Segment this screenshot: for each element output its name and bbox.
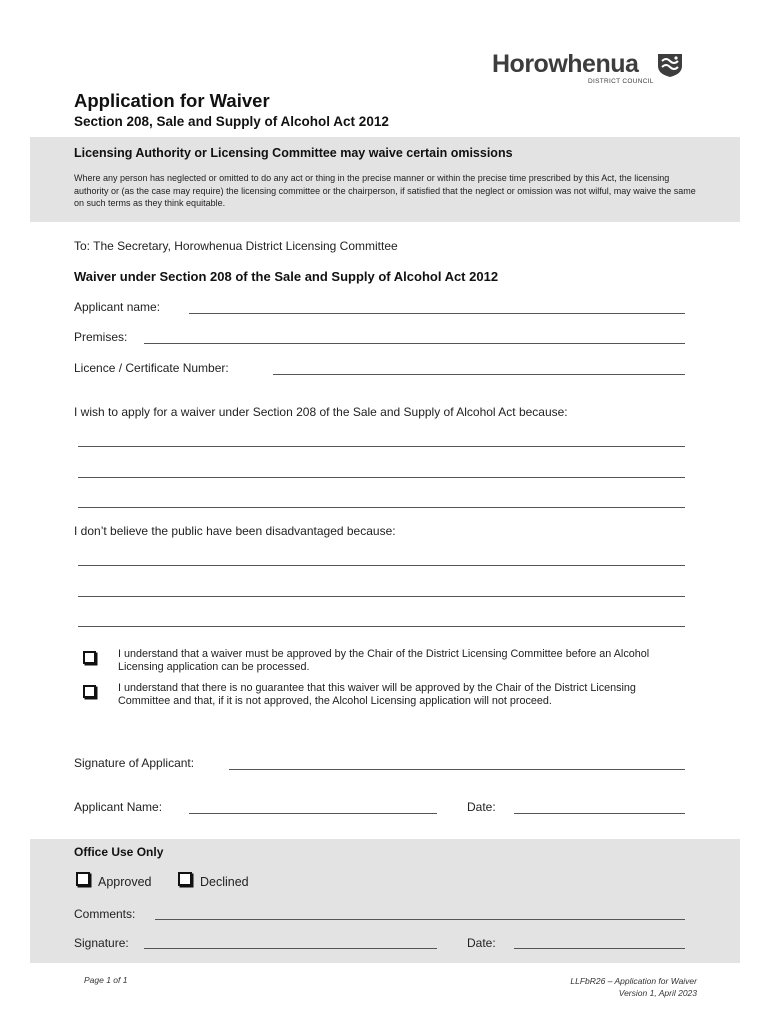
signature-label: Signature of Applicant: xyxy=(74,756,195,770)
form-reference-title: LLFbR26 – Application for Waiver xyxy=(570,976,697,986)
approved-checkbox[interactable] xyxy=(76,872,90,886)
page-number: Page 1 of 1 xyxy=(84,975,128,985)
office-date-field[interactable] xyxy=(514,948,685,949)
office-date-label: Date: xyxy=(467,936,496,950)
public-line-3[interactable] xyxy=(78,626,685,627)
notice-body: Where any person has neglected or omitted to do any act or thing in the precise manner or within the precise time prescribed by this Act, the licensing authority or (as the case may require) the licensing committee or the chairperson, if satisfied that the neglect or omission was not wilful, may waive the same on such terms as they think equitable. xyxy=(74,173,696,208)
declined-label: Declined xyxy=(200,875,249,889)
date-field[interactable] xyxy=(514,813,685,814)
reason-prompt: I wish to apply for a waiver under Section 208 of the Sale and Supply of Alcohol Act because: xyxy=(74,405,568,419)
page-subtitle: Section 208, Sale and Supply of Alcohol Act 2012 xyxy=(74,114,389,129)
office-signature-field[interactable] xyxy=(144,948,437,949)
reason-line-1[interactable] xyxy=(78,446,685,447)
logo-subtitle: DISTRICT COUNCIL xyxy=(588,78,654,85)
applicant-name-field[interactable] xyxy=(189,313,685,314)
premises-label: Premises: xyxy=(74,330,128,344)
page-title: Application for Waiver xyxy=(74,90,270,111)
council-emblem-icon xyxy=(656,52,684,78)
reason-line-2[interactable] xyxy=(78,477,685,478)
office-signature-label: Signature: xyxy=(74,936,129,950)
logo-wordmark: Horowhenua xyxy=(492,50,639,78)
form-reference xyxy=(500,975,697,999)
applicant-name-signature-field[interactable] xyxy=(189,813,437,814)
form-version: Version 1, April 2023 xyxy=(618,988,697,998)
acknowledgement-checkbox-1[interactable] xyxy=(83,651,96,664)
notice-heading: Licensing Authority or Licensing Committee may waive certain omissions xyxy=(74,146,513,160)
acknowledgement-text-1: I understand that a waiver must be approved by the Chair of the District Licensing Committee before an Alcohol Licensing application can be processed. xyxy=(118,648,650,673)
acknowledgement-checkbox-2[interactable] xyxy=(83,685,96,698)
addressee-line: To: The Secretary, Horowhenua District Licensing Committee xyxy=(74,239,398,253)
public-line-1[interactable] xyxy=(78,565,685,566)
council-logo xyxy=(492,50,692,90)
acknowledgement-text-2: I understand that there is no guarantee that this waiver will be approved by the Chair of the District Licensing Committee and that, if it is not approved, the Alcohol Licensing application will not proceed. xyxy=(118,682,636,707)
applicant-name-signature-label: Applicant Name: xyxy=(74,800,163,814)
licence-number-field[interactable] xyxy=(273,374,685,375)
section-heading: Waiver under Section 208 of the Sale and Supply of Alcohol Act 2012 xyxy=(74,269,499,284)
premises-field[interactable] xyxy=(144,343,685,344)
licence-number-label: Licence / Certificate Number: xyxy=(74,361,229,375)
reason-line-3[interactable] xyxy=(78,507,685,508)
office-use-heading: Office Use Only xyxy=(74,845,164,859)
signature-field[interactable] xyxy=(229,769,685,770)
public-disadvantage-prompt: I don’t believe the public have been disadvantaged because: xyxy=(74,524,396,538)
public-line-2[interactable] xyxy=(78,596,685,597)
comments-label: Comments: xyxy=(74,907,136,921)
comments-field[interactable] xyxy=(155,919,685,920)
approved-label: Approved xyxy=(98,875,152,889)
declined-checkbox[interactable] xyxy=(178,872,192,886)
applicant-name-label: Applicant name: xyxy=(74,300,161,314)
date-label: Date: xyxy=(467,800,496,814)
